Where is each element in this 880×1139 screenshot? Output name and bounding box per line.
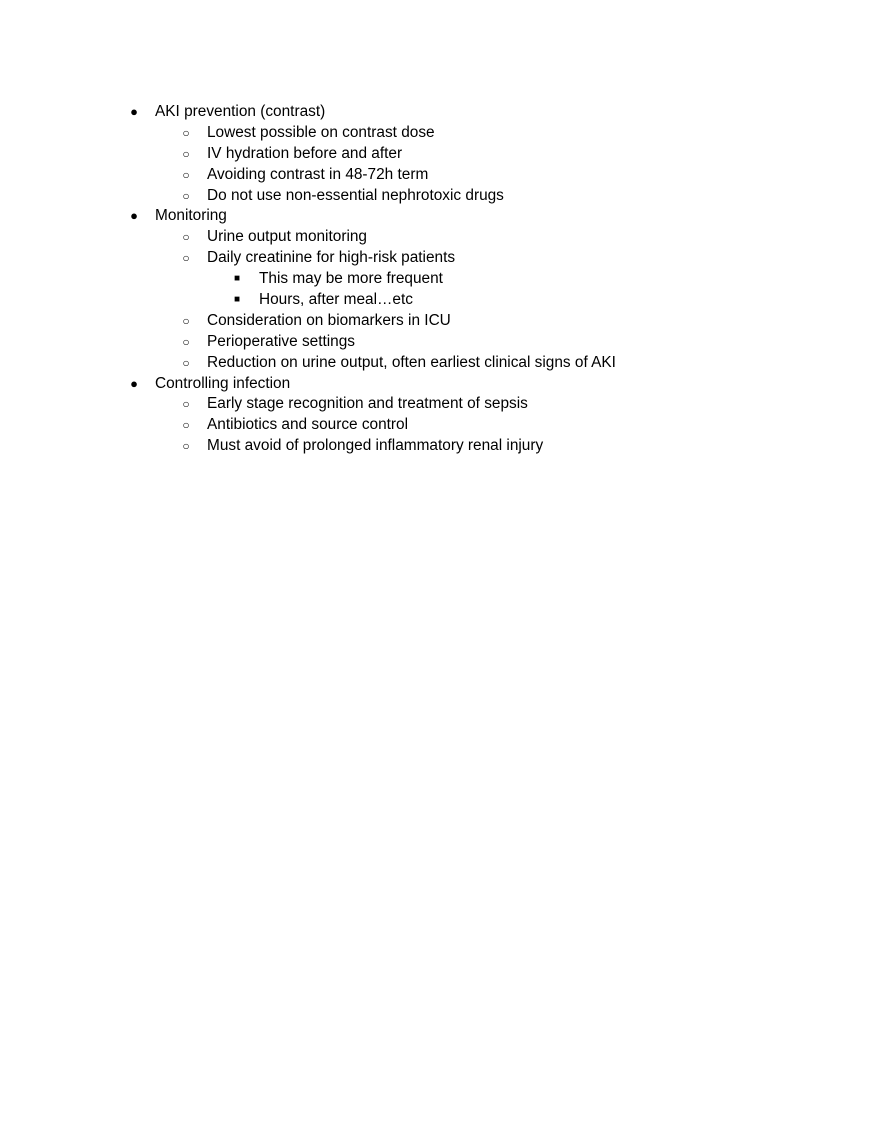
sub-list-item xyxy=(0,332,880,353)
filled-circle-bullet-icon: ● xyxy=(130,104,138,119)
list-item xyxy=(0,374,880,395)
sub-list-item xyxy=(0,165,880,186)
sub-sub-list-item xyxy=(0,290,880,311)
list-item-text: This may be more frequent xyxy=(259,270,443,288)
filled-circle-bullet-icon: ● xyxy=(130,375,138,391)
list-item-text: Daily creatinine for high-risk patients xyxy=(207,249,456,267)
hollow-circle-bullet-icon: ○ xyxy=(182,313,190,328)
square-bullet-icon: ■ xyxy=(233,273,241,285)
sub-list-item xyxy=(0,415,880,436)
sub-list-item xyxy=(0,394,880,415)
hollow-circle-bullet-icon: ○ xyxy=(182,146,190,161)
list-item-text: Antibiotics and source control xyxy=(207,416,409,434)
list-item-text: Must avoid of prolonged inflammatory renal injury xyxy=(207,437,544,455)
square-bullet-icon: ■ xyxy=(233,294,241,306)
list-item-text: Controlling infection xyxy=(155,374,291,392)
sub-list-item xyxy=(0,248,880,269)
list-item-text: Urine output monitoring xyxy=(207,228,367,246)
list-item-text: Consideration on biomarkers in ICU xyxy=(207,311,451,329)
list-item xyxy=(0,206,880,227)
list-item-text: Perioperative settings xyxy=(207,332,355,350)
list-item-text: Reduction on urine output, often earliest clinical signs of AKI xyxy=(207,353,616,371)
sub-sub-list-item xyxy=(0,269,880,290)
filled-circle-bullet-icon: ● xyxy=(130,208,138,224)
sub-list-item xyxy=(0,144,880,165)
sub-list-item xyxy=(0,186,880,207)
list-item-text: Avoiding contrast in 48-72h term xyxy=(207,165,429,183)
hollow-circle-bullet-icon: ○ xyxy=(182,230,190,245)
sub-list-item xyxy=(0,311,880,332)
list-item-text: Monitoring xyxy=(155,207,227,225)
list-item-text: Lowest possible on contrast dose xyxy=(207,123,435,141)
hollow-circle-bullet-icon: ○ xyxy=(182,125,190,140)
list-item-text: Early stage recognition and treatment of sepsis xyxy=(207,395,528,413)
sub-list-item xyxy=(0,436,880,457)
hollow-circle-bullet-icon: ○ xyxy=(182,167,190,182)
list-item xyxy=(0,102,880,123)
hollow-circle-bullet-icon: ○ xyxy=(182,355,190,370)
hollow-circle-bullet-icon: ○ xyxy=(182,397,190,412)
sub-list-item xyxy=(0,227,880,248)
list-item-text: IV hydration before and after xyxy=(207,144,403,162)
sub-list-item xyxy=(0,353,880,374)
hollow-circle-bullet-icon: ○ xyxy=(182,334,190,349)
hollow-circle-bullet-icon: ○ xyxy=(182,251,190,266)
sub-list-item xyxy=(0,123,880,144)
document-body xyxy=(0,102,880,457)
list-item-text: Hours, after meal…etc xyxy=(259,291,413,309)
hollow-circle-bullet-icon: ○ xyxy=(182,418,190,433)
hollow-circle-bullet-icon: ○ xyxy=(182,188,190,203)
list-item-text: AKI prevention (contrast) xyxy=(155,103,326,120)
hollow-circle-bullet-icon: ○ xyxy=(182,439,190,454)
list-item-text: Do not use non-essential nephrotoxic drugs xyxy=(207,186,504,204)
